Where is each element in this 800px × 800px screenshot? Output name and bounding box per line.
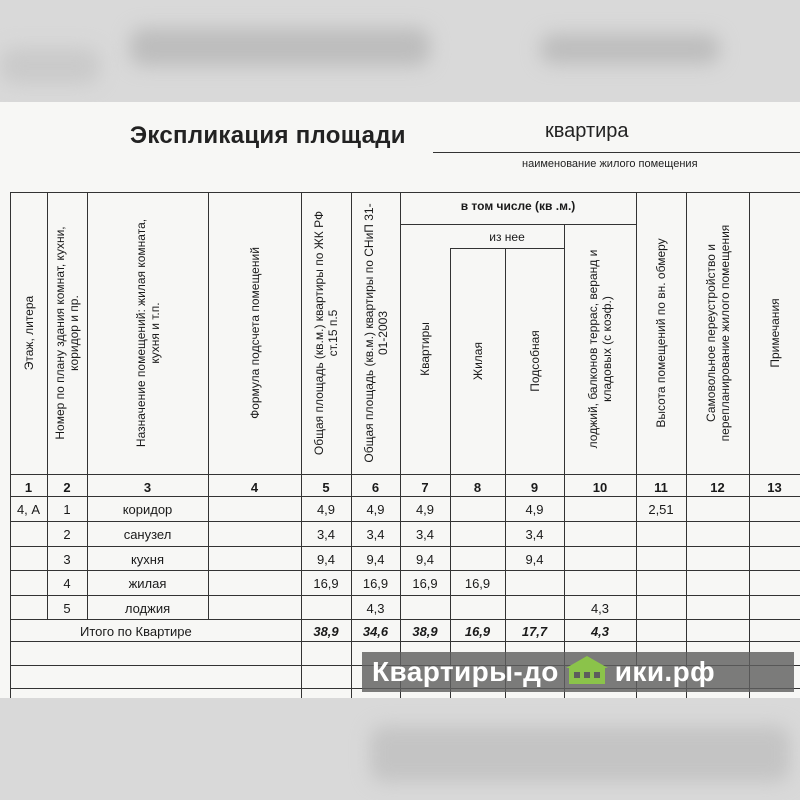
cell-area-zhk: 4,9 bbox=[316, 502, 336, 517]
col-num-12: 12 bbox=[710, 480, 725, 495]
total-label: Итого по Квартире bbox=[80, 624, 192, 639]
col-num-11: 11 bbox=[654, 480, 668, 495]
total-area-zhk: 38,9 bbox=[313, 624, 339, 639]
total-loggias: 4,3 bbox=[590, 624, 610, 639]
cell-purpose: коридор bbox=[122, 502, 173, 517]
cell-number: 1 bbox=[63, 502, 71, 517]
document-page bbox=[0, 102, 800, 698]
cell-number: 3 bbox=[63, 552, 71, 567]
col-header-notes: Примечания bbox=[768, 298, 782, 368]
col-num-4: 4 bbox=[250, 480, 259, 495]
col-header-purpose: Назначение помещений: жилая комната, кухня и т.п. bbox=[134, 218, 162, 448]
col-num-7: 7 bbox=[421, 480, 429, 495]
col-num-2: 2 bbox=[63, 480, 71, 495]
cell-floor: 4, А bbox=[16, 502, 41, 517]
cell-purpose: лоджия bbox=[124, 601, 171, 616]
cell-living: 16,9 bbox=[464, 576, 491, 591]
col-num-10: 10 bbox=[592, 480, 608, 495]
total-apartment: 38,9 bbox=[412, 624, 438, 639]
cell-area-snip: 4,9 bbox=[366, 502, 385, 517]
col-num-9: 9 bbox=[530, 480, 539, 495]
blurred-background-top bbox=[0, 0, 800, 102]
cell-apartment: 3,4 bbox=[415, 527, 435, 542]
document-title: Экспликация площади bbox=[130, 122, 406, 149]
cell-auxiliary: 4,9 bbox=[525, 502, 544, 517]
cell-number: 5 bbox=[63, 601, 71, 616]
cell-purpose: кухня bbox=[130, 552, 165, 567]
cell-auxiliary: 3,4 bbox=[525, 527, 544, 542]
col-header-apartment: Квартиры bbox=[418, 322, 432, 376]
cell-number: 4 bbox=[63, 576, 71, 591]
cell-apartment: 4,9 bbox=[415, 502, 435, 517]
col-header-area-snip: Общая площадь (кв.м.) квартиры по СНиП 31-01-2003 bbox=[362, 203, 390, 463]
subgroup-header: из нее bbox=[489, 230, 525, 244]
cell-purpose: санузел bbox=[123, 527, 172, 542]
col-header-auxiliary: Подсобная bbox=[528, 330, 542, 392]
total-auxiliary: 17,7 bbox=[521, 624, 548, 639]
cell-area-zhk: 3,4 bbox=[316, 527, 336, 542]
cell-area-snip: 4,3 bbox=[366, 601, 385, 616]
col-num-13: 13 bbox=[767, 480, 782, 495]
total-living: 16,9 bbox=[464, 624, 491, 639]
cell-apartment: 9,4 bbox=[415, 552, 435, 567]
watermark-text-suffix: ики.рф bbox=[614, 656, 716, 687]
col-num-6: 6 bbox=[371, 480, 380, 495]
cell-number: 2 bbox=[63, 527, 71, 542]
col-num-5: 5 bbox=[322, 480, 330, 495]
col-header-floor: Этаж, литера bbox=[22, 295, 36, 371]
col-header-redevelopment: Самовольное переустройство и перепланирование жилого помещения bbox=[704, 224, 732, 442]
premises-caption: наименование жилого помещения bbox=[522, 158, 698, 170]
blurred-background-bottom bbox=[0, 698, 800, 800]
cell-area-snip: 3,4 bbox=[366, 527, 385, 542]
col-header-room-number: Номер по плану здания комнат, кухни, коридор и пр. bbox=[53, 226, 81, 440]
group-header-incl: в том числе (кв .м.) bbox=[460, 199, 576, 213]
cell-area-snip: 16,9 bbox=[362, 576, 389, 591]
cell-apartment: 16,9 bbox=[412, 576, 438, 591]
cell-auxiliary: 9,4 bbox=[525, 552, 544, 567]
col-num-8: 8 bbox=[473, 480, 482, 495]
col-num-1: 1 bbox=[24, 480, 33, 495]
total-area-snip: 34,6 bbox=[362, 624, 389, 639]
house-logo-icon bbox=[560, 656, 614, 684]
col-header-height: Высота помещений по вн. обмеру bbox=[654, 238, 668, 428]
explication-table bbox=[0, 102, 800, 698]
watermark-banner bbox=[362, 652, 794, 692]
cell-loggias: 4,3 bbox=[590, 601, 610, 616]
watermark-text-prefix: Квартиры-до bbox=[372, 656, 559, 687]
cell-purpose: жилая bbox=[128, 576, 167, 591]
cell-area-zhk: 16,9 bbox=[313, 576, 339, 591]
col-header-formula: Формула подсчета помещений bbox=[248, 247, 262, 419]
cell-area-zhk: 9,4 bbox=[316, 552, 336, 567]
col-header-loggias: лоджий, балконов террас, веранд и кладовых (с коэф.) bbox=[586, 249, 614, 449]
col-header-area-zhk: Общая площадь (кв.м.) квартиры по ЖК РФ ст.15 п.5 bbox=[312, 210, 340, 456]
premises-type: квартира bbox=[545, 120, 629, 142]
col-header-living: Жилая bbox=[471, 342, 485, 380]
cell-height: 2,51 bbox=[648, 502, 674, 517]
col-num-3: 3 bbox=[143, 480, 152, 495]
cell-area-snip: 9,4 bbox=[366, 552, 385, 567]
